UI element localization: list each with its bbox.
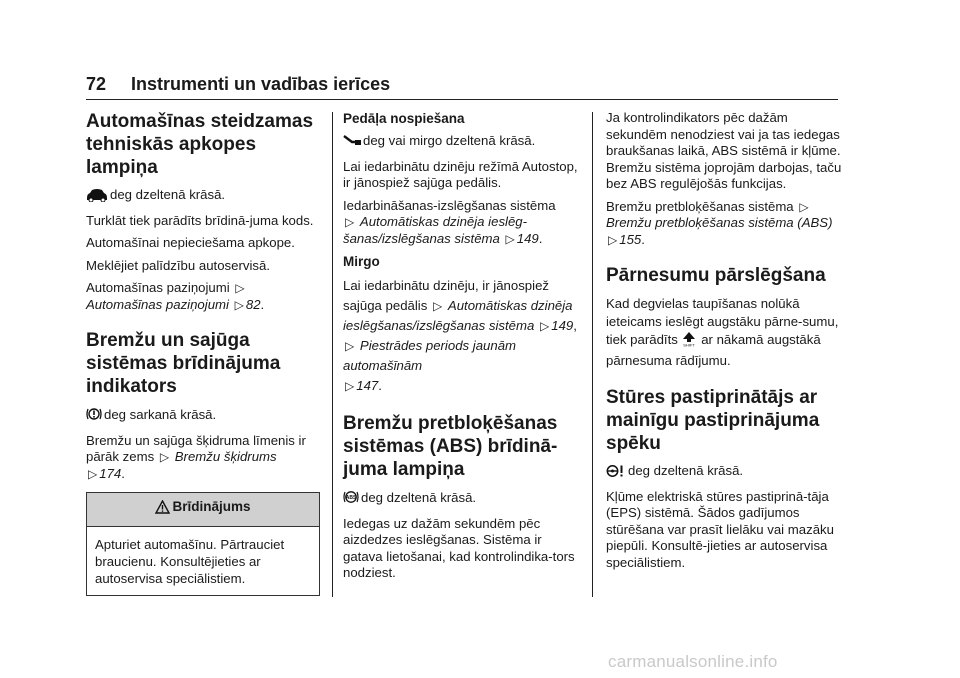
paragraph: deg sarkanā krāsā. [86,406,322,427]
warning-box [86,492,320,596]
column-2 [343,110,583,588]
page-reference[interactable]: 174 [99,465,122,481]
paragraph: Lai iedarbinātu dzinēju režīmā Autostop, ir jānospiež sajūga pedālis. [343,158,578,190]
paragraph: Ja kontrolindikators pēc dažām sekundēm nenodziest vai ja tas iedegas braukšanas laikā, ABS sistēmā ir kļūme. Bremžu sistēma joprojām darbojas, taču bez ABS regulējošās funkcijas. [606,110,842,191]
cross-reference-link[interactable]: Automātiskas dzinēja ieslēgšanas/izslēgšanas sistēma [343,298,573,333]
clutch-pedal-icon [343,134,361,153]
paragraph: Automašīnai nepieciešama apkope. [86,235,295,250]
cross-reference-link[interactable]: Bremžu pretbloķēšanas sistēma (ABS) [606,215,833,230]
reference-arrow-icon: ▷ [345,215,355,229]
brake-warning-icon [86,406,102,427]
header-rule [86,99,838,100]
section-title-brake-indicator: Bremžu un sajūga sistēmas brīdinājuma indikators [86,330,281,397]
page-reference[interactable]: 149 [516,230,539,246]
svg-text:SHIFT: SHIFT [682,342,695,347]
reference-arrow-icon: ▷ [540,319,550,333]
paragraph: deg vai mirgo dzeltenā krāsā. [343,133,583,153]
warning-text: Apturiet automašīnu. Pārtrauciet braucienu. Konsultējieties ar autoservisa speciālistiem. [95,536,285,586]
column-3 [606,110,842,577]
page-reference[interactable]: 149 [551,318,574,333]
paragraph: deg dzeltenā krāsā. [86,187,322,207]
reference-arrow-icon: ▷ [505,231,515,246]
cross-reference-link[interactable]: Bremžu šķidrums [174,449,277,464]
reference-arrow-icon: ▷ [159,450,170,464]
reference-arrow-icon: ▷ [88,466,98,481]
reference-arrow-icon: ▷ [433,299,443,313]
warning-header: Brīdinājums [87,493,319,527]
page-reference[interactable]: 155 [619,231,642,247]
section-title-service-lamp: Automašīnas steidzamas tehniskās apkopes lampiņa [86,111,314,178]
paragraph: Bremžu pretbloķēšanas sistēma ▷ Bremžu pretbloķēšanas sistēma (ABS) ▷ 155. [606,198,833,247]
reference-arrow-icon: ▷ [345,379,355,393]
reference-arrow-icon: ▷ [235,281,245,295]
paragraph: Turklāt tiek parādīts brīdinā-juma kods. [86,212,314,228]
svg-text:ABS: ABS [345,495,357,501]
upshift-arrow-icon [682,331,696,352]
reference-arrow-icon: ▷ [608,232,618,247]
reference-arrow-icon: ▷ [799,199,809,214]
warning-triangle-icon [155,500,170,519]
page-title: Instrumenti un vadības ierīces [131,74,391,94]
paragraph: Automašīnas paziņojumi ▷ Automašīnas paziņojumi ▷ 82. [86,280,265,312]
paragraph: Bremžu un sajūga šķidruma līmenis ir pārāk zems ▷ Bremžu šķidrums ▷ 174. [86,432,306,481]
wrench-car-icon [86,188,108,207]
paragraph: ABS deg dzeltenā krāsā. [343,489,583,510]
section-title-power-steering: Stūres pastiprinātājs ar mainīgu pastiprinājuma spēku [606,387,820,454]
section-title-gear-shift: Pārnesumu pārslēgšana [606,265,826,286]
column-divider-2 [592,112,593,597]
page-reference[interactable]: 82 [245,296,261,312]
paragraph: Meklējiet palīdzību autoservisā. [86,257,270,273]
column-1 [86,110,322,596]
watermark: carmanualsonline.info [608,652,778,671]
paragraph: Kļūme elektriskā stūres pastiprinā-tāja (EPS) sistēmā. Šādos gadījumos stūrēšana var prasīt lielāku vai mazāku piepūli. Konsultē-jieties ar autoservisa speciālistiem. [606,488,834,570]
section-title-abs-lamp: Bremžu pretbloķēšanas sistēmas (ABS) brīdinā-juma lampiņa [343,413,558,480]
reference-arrow-icon: ▷ [234,297,244,312]
paragraph: Lai iedarbinātu dzinēju, ir jānospiež sajūga pedālis ▷ Automātiskas dzinēja ieslēgšanas/izslēgšanas sistēma ▷ 149, ▷ Piestrādes periods jaunām automašīnām ▷ 147. [343,278,577,393]
column-divider-1 [332,112,333,597]
page-number: 72 [86,74,107,94]
subheading-blinking: Mirgo [343,254,380,269]
reference-arrow-icon: ▷ [345,339,355,353]
cross-reference-link[interactable]: Automašīnas paziņojumi [86,296,229,312]
paragraph: Kad degvielas taupīšanas nolūkā ieteicams ieslēgt augstāku pārne-sumu, tiek parādīts SHIFT ar nākamā augstākā pārnesuma rādījumu. [606,296,839,368]
paragraph: Iedegas uz dažām sekundēm pēc aizdedzes ieslēgšanas. Sistēma ir gatava lietošanai, kad kontrolindika-tors nodziest. [343,515,575,580]
paragraph: Iedarbināšanas-izslēgšanas sistēma ▷ Automātiskas dzinēja ieslēg-šanas/izslēgšanas sistēma ▷ 149. [343,197,556,246]
cross-reference-link[interactable]: Piestrādes periods jaunām automašīnām [343,338,517,373]
page-header [86,74,390,95]
steering-warning-icon [606,464,626,483]
cross-reference-link[interactable]: Automātiskas dzinēja ieslēg-šanas/izslēgšanas sistēma [343,214,528,246]
paragraph: deg dzeltenā krāsā. [606,463,842,483]
page-reference[interactable]: 147 [356,378,379,393]
subheading-pedal: Pedāļa nospiešana [343,111,465,126]
abs-icon [343,489,359,510]
